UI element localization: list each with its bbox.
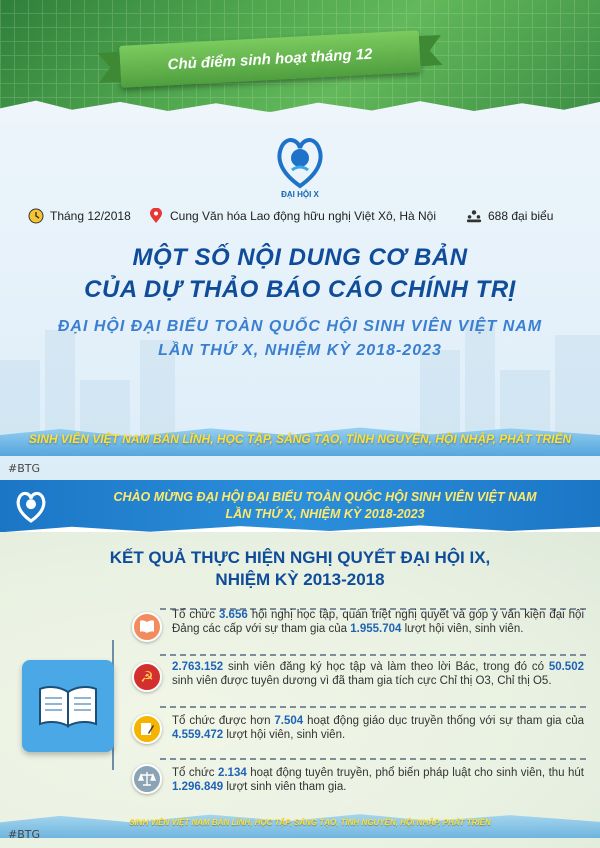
people-icon	[466, 208, 482, 224]
pencil-note-icon	[132, 714, 162, 744]
congress-logo-icon	[270, 128, 330, 192]
logo-text: ĐẠI HỘI X	[281, 190, 319, 199]
info-row	[0, 206, 600, 228]
hashtag-top: #BTG	[8, 462, 41, 475]
result-item-3: Tổ chức được hơn 7.504 hoạt động giáo dục truyền thống với sự tham gia của 4.559.472 lượt hội viên, sinh viên.	[172, 715, 585, 741]
location-info	[148, 208, 436, 224]
date-text: Tháng 12/2018	[50, 209, 131, 223]
ribbon-text: Chủ điểm sinh hoạt tháng 12	[167, 45, 373, 73]
hashtag-bottom: #BTG	[8, 828, 41, 841]
delegates-info	[466, 208, 553, 224]
subtitle-line1: ĐẠI HỘI ĐẠI BIỂU TOÀN QUỐC HỘI SINH VIÊN VIỆT NAM	[57, 318, 543, 335]
results-title-line1: KẾT QUẢ THỰC HIỆN NGHỊ QUYẾT ĐẠI HỘI IX,	[109, 548, 491, 567]
justice-scale-icon	[132, 764, 162, 794]
date-info	[28, 208, 131, 224]
location-pin-icon	[148, 208, 164, 224]
book-box	[22, 660, 114, 752]
subtitle-line2: LẦN THỨ X, NHIỆM KỲ 2018-2023	[158, 342, 442, 359]
hammer-sickle-icon: ☭	[132, 662, 162, 692]
book-icon	[132, 612, 162, 642]
result-item-1: Tổ chức 3.656 hội nghị học tập, quán triệt nghị quyết và góp ý văn kiện đại hội Đảng các cấp với sự tham gia của 1.955.704 lượt hội viên, sinh viên.	[172, 609, 585, 635]
main-title-line1: MỘT SỐ NỘI DUNG CƠ BẢN	[132, 244, 468, 271]
results-title-line2: NHIỆM KỲ 2013-2018	[215, 570, 385, 589]
clock-icon	[28, 208, 44, 224]
open-book-icon	[37, 684, 99, 728]
banner-line2: LẦN THỨ X, NHIỆM KỲ 2018-2023	[225, 507, 425, 521]
result-item-4: Tổ chức 2.134 hoạt động tuyên truyền, phổ biến pháp luật cho sinh viên, thu hút 1.296.849 lượt sinh viên tham gia.	[172, 767, 585, 793]
divider	[160, 758, 586, 760]
divider	[160, 654, 586, 656]
connector-line	[112, 640, 136, 770]
divider	[160, 706, 586, 708]
slogan-text: SINH VIÊN VIỆT NAM BẢN LĨNH, HỌC TẬP, SÁNG TẠO, TÌNH NGUYỆN, HỘI NHẬP, PHÁT TRIỂN	[28, 432, 572, 446]
banner-line1: CHÀO MỪNG ĐẠI HỘI ĐẠI BIỂU TOÀN QUỐC HỘI SINH VIÊN VIỆT NAM	[113, 490, 537, 504]
location-text: Cung Văn hóa Lao động hữu nghị Việt Xô, Hà Nội	[170, 209, 437, 223]
welcome-banner	[0, 480, 600, 532]
result-item-2: 2.763.152 sinh viên đăng ký học tập và làm theo lời Bác, trong đó có 50.502 sinh viên được tuyên dương vì đã tham gia tích cực Chỉ thị O3, Chỉ thị O5.	[172, 661, 584, 687]
banner-logo-icon	[12, 486, 50, 526]
bottom-slogan-text: SINH VIÊN VIỆT NAM BẢN LĨNH, HỌC TẬP, SÁNG TẠO, TÌNH NGUYỆN, HỘI NHẬP, PHÁT TRIỂN	[129, 818, 491, 827]
delegates-text: 688 đại biểu	[488, 209, 554, 223]
main-title-line2: CỦA DỰ THẢO BÁO CÁO CHÍNH TRỊ	[84, 276, 516, 303]
